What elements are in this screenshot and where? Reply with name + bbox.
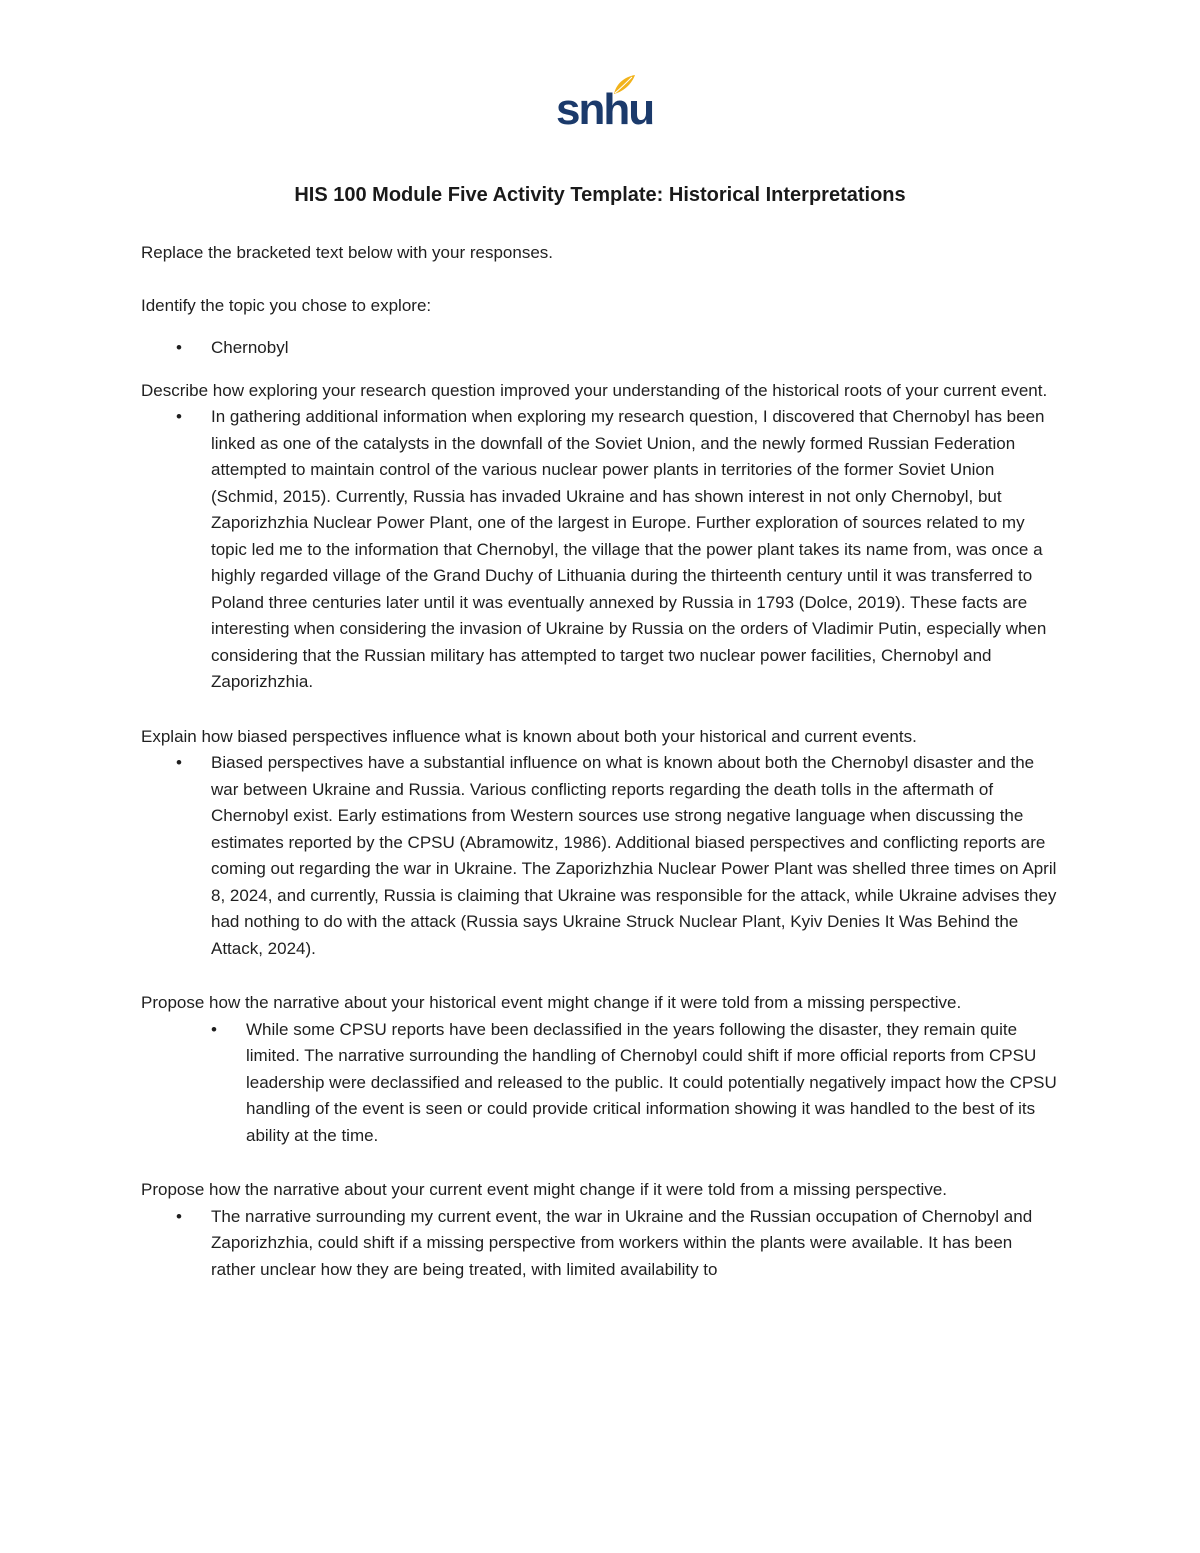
list-item — [141, 1204, 1061, 1284]
response-topic: Chernobyl — [211, 338, 289, 357]
prompt-current-missing-perspective: Propose how the narrative about your current event might change if it were told from a missing perspective. — [141, 1180, 948, 1199]
prompt-topic: Identify the topic you chose to explore: — [141, 295, 432, 315]
response-historical-roots: In gathering additional information when exploring my research question, I discovered that Chernobyl has been linked as one of the catalysts in the downfall of the Soviet Union, and the newly formed Russian Federation attempted to maintain control of the various nuclear power plants in territories of the former Soviet Union (Schmid, 2015). Currently, Russia has invaded Ukraine and has shown interest in not only Chernobyl, but Zaporizhzhia Nuclear Power Plant, one of the largest in Europe. Further exploration of sources related to my topic led me to the information that Chernobyl, the village that the power plant takes its name from, was once a highly regarded village of the Grand Duchy of Lithuania during the thirteenth century until it was transferred to Poland three centuries later until it was eventually annexed by Russia in 1793 (Dolce, 2019). These facts are interesting when considering the invasion of Ukraine by Russia on the orders of Vladimir Putin, especially when considering that the Russian military has attempted to target two nuclear power facilities, Chernobyl and Zaporizhzhia. — [211, 407, 1047, 691]
list-item — [141, 1017, 1061, 1150]
bullet-icon: • — [176, 753, 182, 772]
response-list — [141, 1204, 1061, 1284]
logo-wordmark: snhu — [556, 85, 654, 134]
instructions-text: Replace the bracketed text below with your responses. — [141, 243, 554, 262]
document-title: HIS 100 Module Five Activity Template: Historical Interpretations — [294, 184, 906, 206]
response-list — [141, 404, 1061, 696]
leaf-icon — [612, 74, 636, 96]
prompt-historical-roots: Describe how exploring your research question improved your understanding of the historical roots of your current event. — [141, 380, 1048, 400]
response-list — [141, 750, 1061, 962]
prompt-biased-perspectives: Explain how biased perspectives influence what is known about both your historical and current events. — [141, 726, 917, 746]
list-item — [141, 404, 1061, 696]
bullet-icon: • — [176, 1206, 182, 1226]
response-list — [141, 335, 1061, 362]
response-current-missing-perspective: The narrative surrounding my current event, the war in Ukraine and the Russian occupation of Chernobyl and Zaporizhzhia, could shift if a missing perspective from workers within the plants were available. It has been rather unclear how they are being treated, with limited availability to — [211, 1206, 1033, 1279]
bullet-icon: • — [211, 1019, 217, 1039]
list-item — [141, 335, 1061, 362]
bullet-icon: • — [176, 407, 182, 426]
response-historical-missing-perspective: While some CPSU reports have been declassified in the years following the disaster, they remain quite limited. The narrative surrounding the handling of Chernobyl could shift if more official reports from CPSU leadership were declassified and released to the public. It could potentially negatively impact how the CPSU handling of the event is seen or could provide critical information showing it was handled to the best of its ability at the time. — [246, 1019, 1057, 1145]
list-item — [141, 750, 1061, 962]
prompt-historical-missing-perspective: Propose how the narrative about your historical event might change if it were told from a missing perspective. — [141, 993, 962, 1012]
document-body — [141, 240, 1061, 1283]
response-biased-perspectives: Biased perspectives have a substantial influence on what is known about both the Chernobyl disaster and the war between Ukraine and Russia. Various conflicting reports regarding the death tolls in the aftermath of Chernobyl exist. Early estimations from Western sources use strong negative language when discussing the estimates reported by the CPSU (Abramowitz, 1986). Additional biased perspectives and conflicting reports are coming out regarding the war in Ukraine. The Zaporizhzhia Nuclear Power Plant was shelled three times on April 8, 2024, and currently, Russia is claiming that Ukraine was responsible for the attack, while Ukraine advises they had nothing to do with the attack (Russia says Ukraine Struck Nuclear Plant, Kyiv Denies It Was Behind the Attack, 2024). — [211, 753, 1057, 958]
snhu-logo — [552, 72, 654, 134]
bullet-icon: • — [176, 338, 182, 357]
response-list — [141, 1017, 1061, 1150]
